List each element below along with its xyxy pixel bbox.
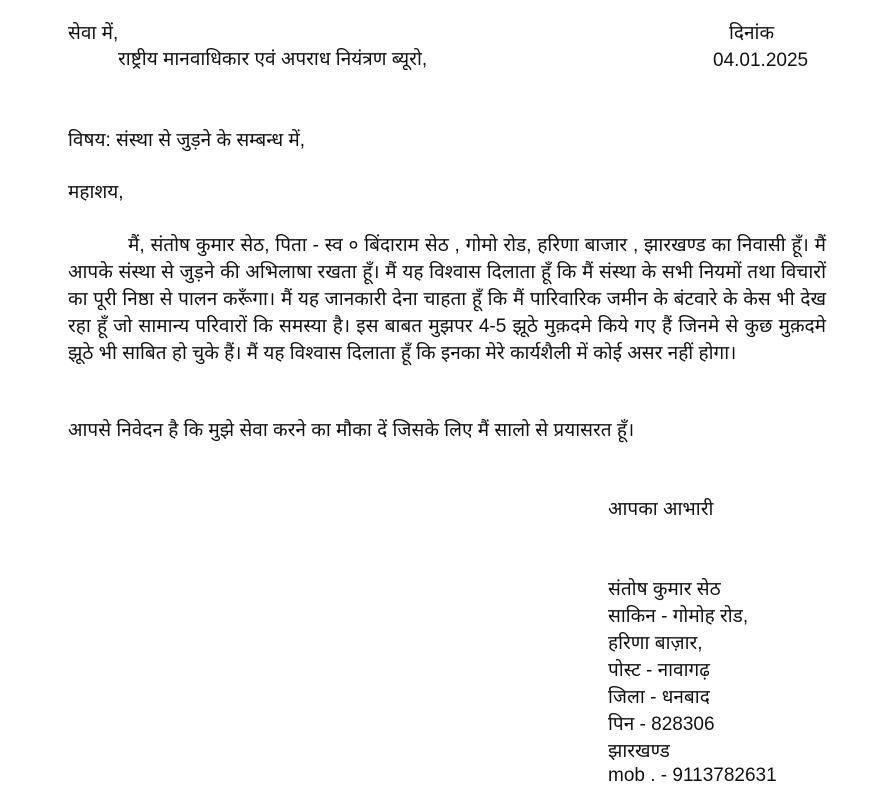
body-paragraph-1: मैं, संतोष कुमार सेठ, पिता - स्व ० बिंदाराम सेठ , गोमो रोड, हरिणा बाजार , झारखण्ड का निवासी हूँ। मैं आपके संस्था से जुड़ने की अभिलाषा रखता हूँ। मैं यह विश्वास दिलाता हूँ कि मैं संस्था के सभी नियमों तथा विचारों का पूरी निष्ठा से पालन करूँगा। मैं यह जानकारी देना चाहता हूँ कि मैं पारिवारिक जमीन के बंटवारे के केस भी देख रहा हूँ जो सामान्य परिवारों कि समस्या है। इस बाबत मुझपर 4-5 झूठे मुक़दमे किये गए हैं जिनमे से कुछ मुक़दमे झूठे भी साबित हो चुके हैं। मैं यह विश्वास दिलाता हूँ कि इनका मेरे कार्यशैली में कोई असर नहीं होगा। <box>68 235 826 364</box>
date-value: 04.01.2025 <box>713 50 809 71</box>
recipient-name: राष्ट्रीय मानवाधिकार एवं अपराध नियंत्रण ब्यूरो, <box>118 49 428 70</box>
signature-address-2: हरिणा बाज़ार, <box>608 633 703 654</box>
salutation-to: सेवा में, <box>68 23 119 44</box>
closing-line: आपका आभारी <box>608 499 714 520</box>
signature-post: पोस्ट - नावागढ़ <box>608 660 710 681</box>
greeting: महाशय, <box>68 182 124 203</box>
signature-district: जिला - धनबाद <box>608 687 710 708</box>
signature-address-1: साकिन - गोमोह रोड, <box>608 606 749 627</box>
subject-line: विषय: संस्था से जुड़ने के सम्बन्ध में, <box>68 130 306 151</box>
signature-mobile: mob . - 9113782631 <box>608 765 777 786</box>
signature-name: संतोष कुमार सेठ <box>608 579 721 600</box>
signature-state: झारखण्ड <box>608 741 670 762</box>
date-label: दिनांक <box>729 23 775 44</box>
body-paragraph-2: आपसे निवेदन है कि मुझे सेवा करने का मौका दें जिसके लिए मैं सालो से प्रयासरत हूँ। <box>68 420 635 441</box>
signature-pin: पिन - 828306 <box>608 714 715 735</box>
